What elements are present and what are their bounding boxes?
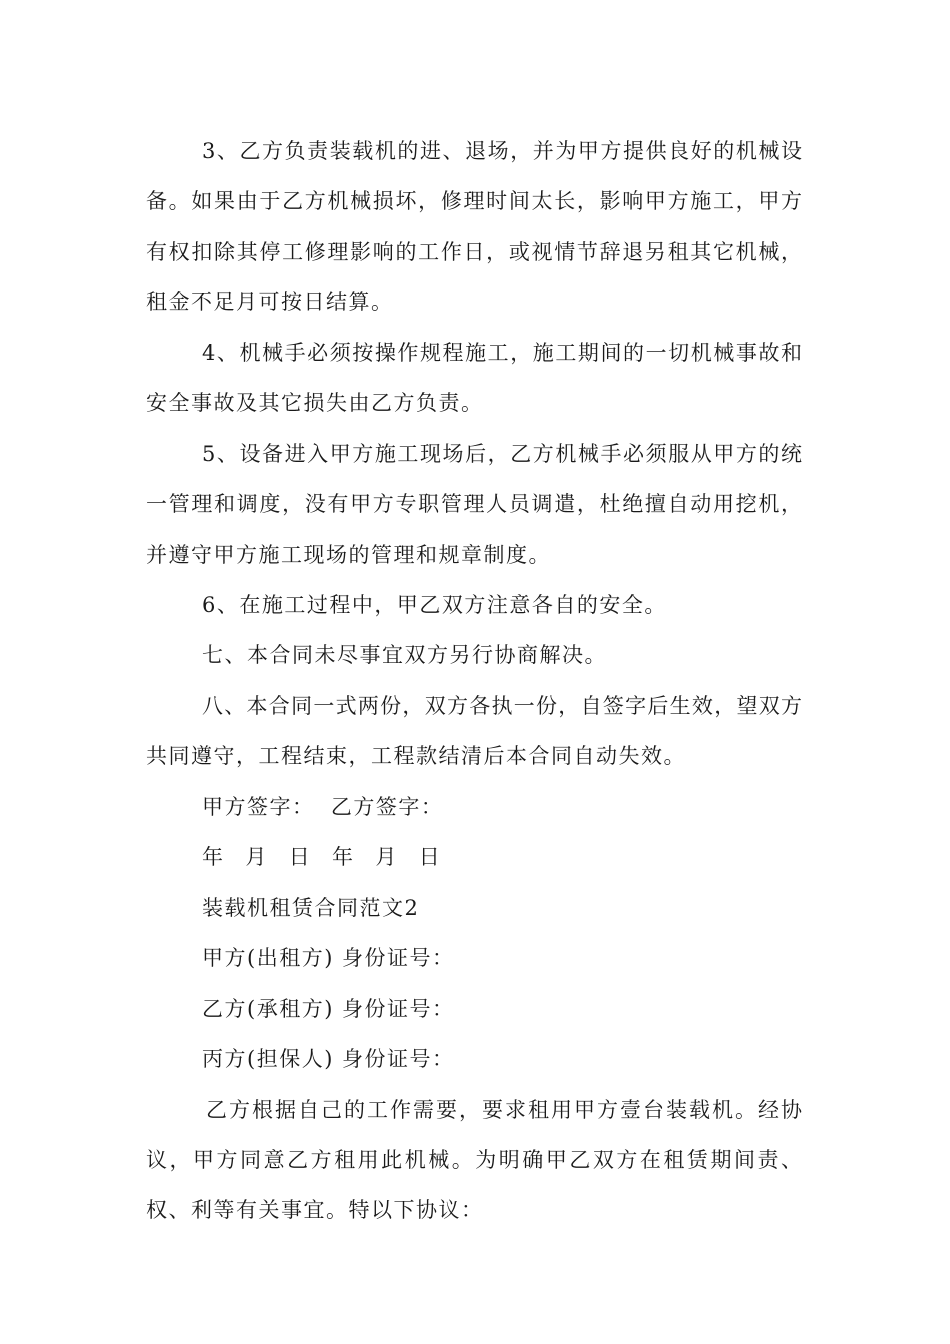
- agreement-line-1: 乙方根据自己的工作需要，要求租用甲方壹台装载机。经协: [206, 1098, 802, 1122]
- party-b-line: 乙方(承租方) 身份证号：: [202, 997, 455, 1021]
- paragraph-5-line-2: 一管理和调度，没有甲方专职管理人员调遣，杜绝擅自动用挖机，: [146, 492, 802, 516]
- paragraph-5-line-3: 并遵守甲方施工现场的管理和规章制度。: [146, 543, 551, 567]
- clause-eight-line-1: 八、本合同一式两份，双方各执一份，自签字后生效，望双方: [202, 694, 802, 718]
- paragraph-3-line-2: 备。如果由于乙方机械损坏，修理时间太长，影响甲方施工，甲方: [146, 189, 802, 213]
- party-a-line: 甲方(出租方) 身份证号：: [202, 946, 455, 970]
- clause-eight-line-2: 共同遵守，工程结束，工程款结清后本合同自动失效。: [146, 744, 686, 768]
- paragraph-3-line-1: 3、乙方负责装载机的进、退场，并为甲方提供良好的机械设: [202, 139, 802, 163]
- paragraph-6: 6、在施工过程中，甲乙双方注意各自的安全。: [202, 593, 667, 617]
- clause-seven: 七、本合同未尽事宜双方另行协商解决。: [202, 643, 607, 667]
- party-c-line: 丙方(担保人) 身份证号：: [202, 1047, 455, 1071]
- paragraph-3-line-4: 租金不足月可按日结算。: [146, 290, 394, 314]
- agreement-line-3: 权、利等有关事宜。特以下协议：: [146, 1198, 484, 1222]
- paragraph-5-line-1: 5、设备进入甲方施工现场后，乙方机械手必须服从甲方的统: [202, 442, 802, 466]
- paragraph-3-line-3: 有权扣除其停工修理影响的工作日，或视情节辞退另租其它机械，: [146, 240, 802, 264]
- signature-line: 甲方签字： 乙方签字：: [202, 795, 444, 819]
- agreement-line-2: 议，甲方同意乙方租用此机械。为明确甲乙双方在租赁期间责、: [146, 1148, 802, 1172]
- section-title: 装载机租赁合同范文2: [202, 896, 420, 920]
- paragraph-4-line-1: 4、机械手必须按操作规程施工，施工期间的一切机械事故和: [202, 341, 802, 365]
- date-line: 年 月 日 年 月 日: [202, 845, 443, 869]
- paragraph-4-line-2: 安全事故及其它损失由乙方负责。: [146, 391, 484, 415]
